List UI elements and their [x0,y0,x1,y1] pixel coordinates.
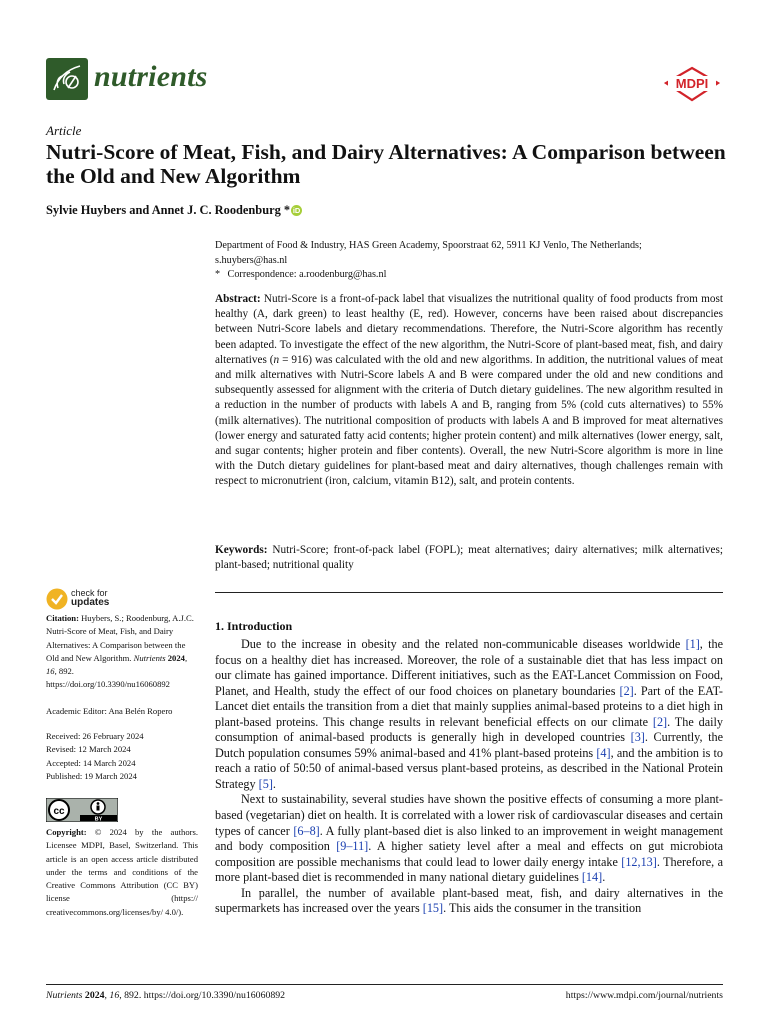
journal-name: nutrients [94,60,208,93]
date-published: Published: 19 March 2024 [46,770,137,781]
footer-divider [46,984,723,985]
affiliation-line: Department of Food & Industry, HAS Green Academy, Spoorstraat 62, 5911 KJ Venlo, The Netherlands; [215,240,642,251]
affiliation-email[interactable]: s.huybers@has.nl [215,254,288,266]
citation-volume: , 16 [46,652,188,677]
paragraph-2 [215,792,723,885]
authors-text: Sylvie Huybers and Annet J. C. Roodenburg * [46,203,291,217]
body-text-run: . A higher satiety level after a meal and effects on gut microbiota composition are possible mechanisms that could lead to lower daily energy intake [215,839,723,869]
footer-volume: , 16 [104,990,120,1001]
body-text-run: . Therefore, a more plant-based diet is recommended in many national dietary guidelines [215,854,723,885]
abstract-n-var: n [273,353,280,366]
reference-link[interactable]: [5] [258,776,273,791]
body-text-run: In parallel, the number of available plant-based meat, fish, and dairy alternatives in the supermarkets has increased over the years [215,885,723,916]
reference-link[interactable]: [15] [422,901,444,916]
mdpi-logo-text: MDPI [675,76,709,91]
reference-link[interactable]: [14] [581,870,603,885]
check-line-2: updates [71,597,110,608]
copyright-label: Copyright: [46,827,87,837]
keywords-label: Keywords: [215,544,268,556]
paragraph-3 [215,886,723,917]
copyright-block [46,826,198,919]
history-dates [46,730,198,783]
cc-by-label: BY [94,816,103,822]
svg-text:cc: cc [53,806,65,817]
footer-journal: Nutrients [46,990,83,1001]
check-for-updates-badge[interactable] [71,588,109,608]
mdpi-logo-icon[interactable] [662,66,722,102]
copyright-text: © 2024 by the authors. Licensee MDPI, Basel, Switzerland. This article is an open access article distributed under the terms and conditions of the Creative Commons Attribution (CC BY) license (https:// creativecommons.org/licenses/by/ 4.0/). [46,827,198,917]
article-type: Article [46,123,82,138]
cc-by-license-icon[interactable] [46,798,118,822]
citation-journal: Nutrients [133,652,166,663]
footer-citation [46,990,285,1001]
correspondence-mark: * [215,269,221,280]
abstract [215,292,723,490]
keywords [215,543,723,573]
abstract-text-b: = 916) was calculated with the old and new algorithms. In addition, the nutritional values of meat and milk alternatives with Nutri-Score labels A and B were compared under the old and new conditions and subsequently assessed for alignment with the criteria of Dutch dietary guidelines. The new algorithm resulted in a reduction in the number of products with labels A and B, ranging from 5% (cold cuts alternatives) to 55% (milk alternatives). The nutritional composition of products with labels A and B improved for meat alternatives (lower energy and saturated fatty acid contents; higher protein content) and milk alternatives (lower energy, salt, and sugar contents; higher protein and fiber contents). Overall, the new Nutri-Score algorithm is more in line with the Dutch dietary guidelines for plant-based meat and dairy alternatives, though challenges remain with respect to micronutrient (iron, calcium, vitamin B12), salt, and protein contents. [215,353,723,488]
citation-text: Huybers, S.; Roodenburg, A.J.C. Nutri-Score of Meat, Fish, and Dairy Alternatives: A Comparison between the Old and New Algorithm. [46,613,194,663]
introduction-body [215,637,723,917]
body-text-run: . This aids the consumer in the transition [443,901,642,916]
body-text-run: Next to sustainability, several studies have shown the positive effects of consuming a more plant-based (vegetarian) diet on health. It is correlated with a lower risk of cardiovascular diseases and certain types of cancer [215,792,723,838]
body-text-run: . [602,870,606,885]
body-text-run: . A fully plant-based diet is also linked to an improvement in weight management and body composition [215,823,723,854]
footer-journal-url[interactable]: https://www.mdpi.com/journal/nutrients [565,990,723,1001]
body-text-run: , the focus on a healthy diet has increased. Moreover, the role of a sustainable diet that has less impact on our climate has gained importance. Different initiatives, such as the EAT-Lancet Commission on Food, Planet, and Health, study the effect of our food choices on planetary boundaries [215,637,724,698]
footer-doi[interactable]: , 892. https://doi.org/10.3390/nu16060892 [119,990,286,1001]
reference-link[interactable]: [6–8] [293,823,320,838]
citation-label: Citation: [46,613,79,623]
section-heading: 1. Introduction [215,619,293,633]
correspondence-line [215,268,725,283]
reference-link[interactable]: [4] [596,745,611,760]
reference-link[interactable]: [9–11] [336,839,369,854]
date-received: Received: 26 February 2024 [46,731,144,741]
correspondence-text[interactable]: Correspondence: a.roodenburg@has.nl [227,269,387,280]
section-divider [215,592,723,593]
reference-link[interactable]: [2] [619,683,634,698]
reference-link[interactable]: [12,13] [621,854,657,869]
keywords-text: Nutri-Score; front-of-pack label (FOPL); meat alternatives; dairy alternatives; milk alternatives; plant-based; nutritional quality [215,544,723,572]
abstract-text-a: Nutri-Score is a front-of-pack label that visualizes the nutritional quality of food products from most healthy (A, dark green) to least healthy (E, red). However, concerns have been raised about discrepancies between Nutri-Score labels and dietary recommendations. Therefore, the Nutri-Score algorithm has recently been adapted. To investigate the effect of the new algorithm, the Nutri-Score of plant-based meat, fish, and dairy alternatives ( [215,293,723,366]
body-text-run: . [272,776,276,791]
author-list [46,203,302,218]
citation-block [46,612,198,692]
body-text-run: . Part of the EAT-Lancet diet entails the transition from a diet that mainly supplies animal-based proteins to a diet high in plant-based proteins. This change results in relevant beneficial effects on our climate [215,683,723,729]
body-text-run: Due to the increase in obesity and the related non-communicable diseases worldwide [241,637,686,651]
reference-link[interactable]: [3] [630,730,645,745]
academic-editor: Academic Editor: Ana Belén Ropero [46,706,173,716]
footer-year: 2024 [82,990,105,1001]
abstract-label: Abstract: [215,293,261,305]
check-for-updates-icon[interactable] [46,588,68,610]
reference-link[interactable]: [2] [652,714,668,729]
article-title: Nutri-Score of Meat, Fish, and Dairy Alternatives: A Comparison between the Old and New Algorithm [46,140,726,188]
check-line-1: check for [71,588,108,598]
citation-year: 2024 [165,652,185,663]
nutrients-logo-icon [46,58,88,100]
date-revised: Revised: 12 March 2024 [46,744,131,755]
body-text-run: , and the ambition is to reach a ratio of 50:50 of animal-based versus plant-based proteins, as described in the National Protein Strategy [215,745,723,791]
body-text-run: . Currently, the Dutch population consumes 59% animal-based and 41% plant-based proteins [215,730,723,760]
paragraph-1 [215,637,723,792]
body-text-run: . The daily consumption of animal-based products is generally high in developed countries [215,714,723,745]
citation-doi[interactable]: , 892. https://doi.org/10.3390/nu16060892 [46,666,170,690]
reference-link[interactable]: [1] [685,637,700,651]
affiliation-block [215,239,725,283]
orcid-icon[interactable]: iD [292,206,301,215]
date-accepted: Accepted: 14 March 2024 [46,757,136,768]
